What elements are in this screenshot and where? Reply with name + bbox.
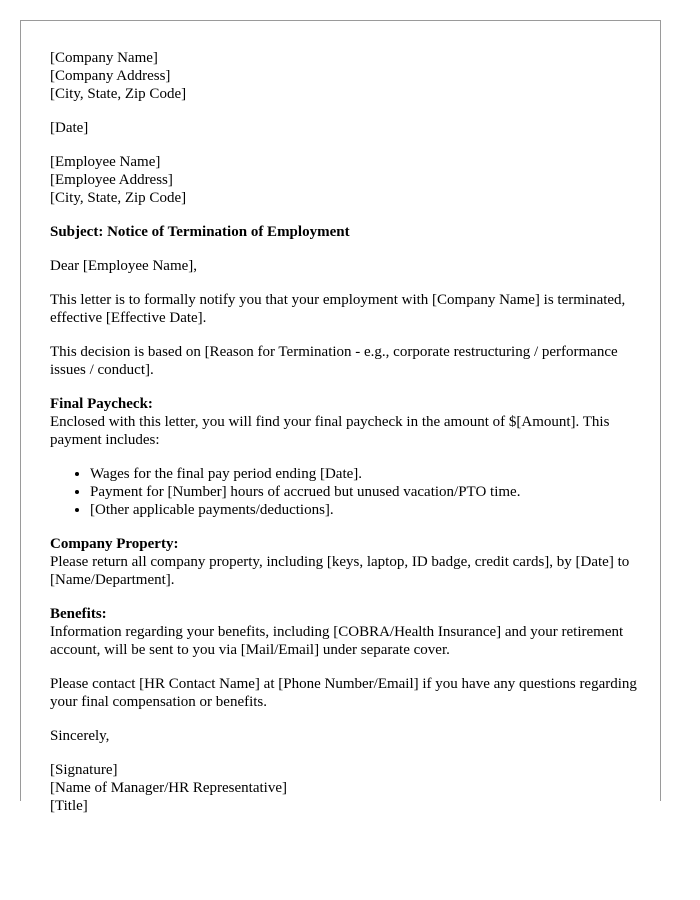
list-item: • [Other applicable payments/deductions]. [90, 501, 640, 519]
sender-company-name: [Company Name] [50, 50, 158, 66]
list-item: • Payment for [Number] hours of accrued but unused vacation/PTO time. [90, 483, 640, 501]
subject-text: Subject: Notice of Termination of Employment [50, 224, 350, 240]
recipient-address-block [50, 153, 640, 207]
company-property-text: Please return all company property, including [keys, laptop, ID badge, credit cards], by [Date] to [Name/Department]. [50, 554, 630, 588]
date-text: [Date] [50, 120, 89, 136]
company-property-heading: Company Property: [50, 536, 179, 552]
closing [50, 727, 640, 745]
notification-text: This letter is to formally notify you that your employment with [Company Name] is terminated, effective [Effective Date]. [50, 292, 626, 326]
greeting-text: Dear [Employee Name], [50, 258, 198, 274]
reason-text: This decision is based on [Reason for Termination - e.g., corporate restructuring / performance issues / conduct]. [50, 344, 618, 378]
final-paycheck-section [50, 395, 640, 449]
signer-title: [Title] [50, 798, 88, 814]
signature-block [50, 761, 640, 815]
letter-page [20, 20, 661, 814]
paycheck-items [50, 465, 640, 519]
recipient-city-state-zip: [City, State, Zip Code] [50, 190, 187, 206]
list-item: • Wages for the final pay period ending [Date]. [90, 465, 640, 483]
benefits-section [50, 605, 640, 659]
company-property-section [50, 535, 640, 589]
recipient-employee-name: [Employee Name] [50, 154, 161, 170]
greeting [50, 257, 640, 275]
contact-text: Please contact [HR Contact Name] at [Phone Number/Email] if you have any questions regarding your final compensation or benefits. [50, 676, 637, 710]
benefits-heading: Benefits: [50, 606, 107, 622]
sender-company-address: [Company Address] [50, 68, 171, 84]
contact-paragraph [50, 675, 640, 711]
final-paycheck-text: Enclosed with this letter, you will find your final paycheck in the amount of $[Amount]. This payment includes: [50, 414, 610, 448]
sender-address-block [50, 49, 640, 103]
recipient-employee-address: [Employee Address] [50, 172, 173, 188]
letter-date [50, 119, 640, 137]
closing-text: Sincerely, [50, 728, 110, 744]
paycheck-items-list [50, 465, 640, 519]
letter-body [50, 49, 640, 831]
signer-name: [Name of Manager/HR Representative] [50, 780, 287, 796]
benefits-text: Information regarding your benefits, including [COBRA/Health Insurance] and your retirement account, will be sent to you via [Mail/Email] under separate cover. [50, 624, 624, 658]
reason-paragraph [50, 343, 640, 379]
notification-paragraph [50, 291, 640, 327]
subject-line [50, 223, 640, 241]
signature-placeholder: [Signature] [50, 762, 118, 778]
sender-city-state-zip: [City, State, Zip Code] [50, 86, 187, 102]
final-paycheck-heading: Final Paycheck: [50, 396, 153, 412]
